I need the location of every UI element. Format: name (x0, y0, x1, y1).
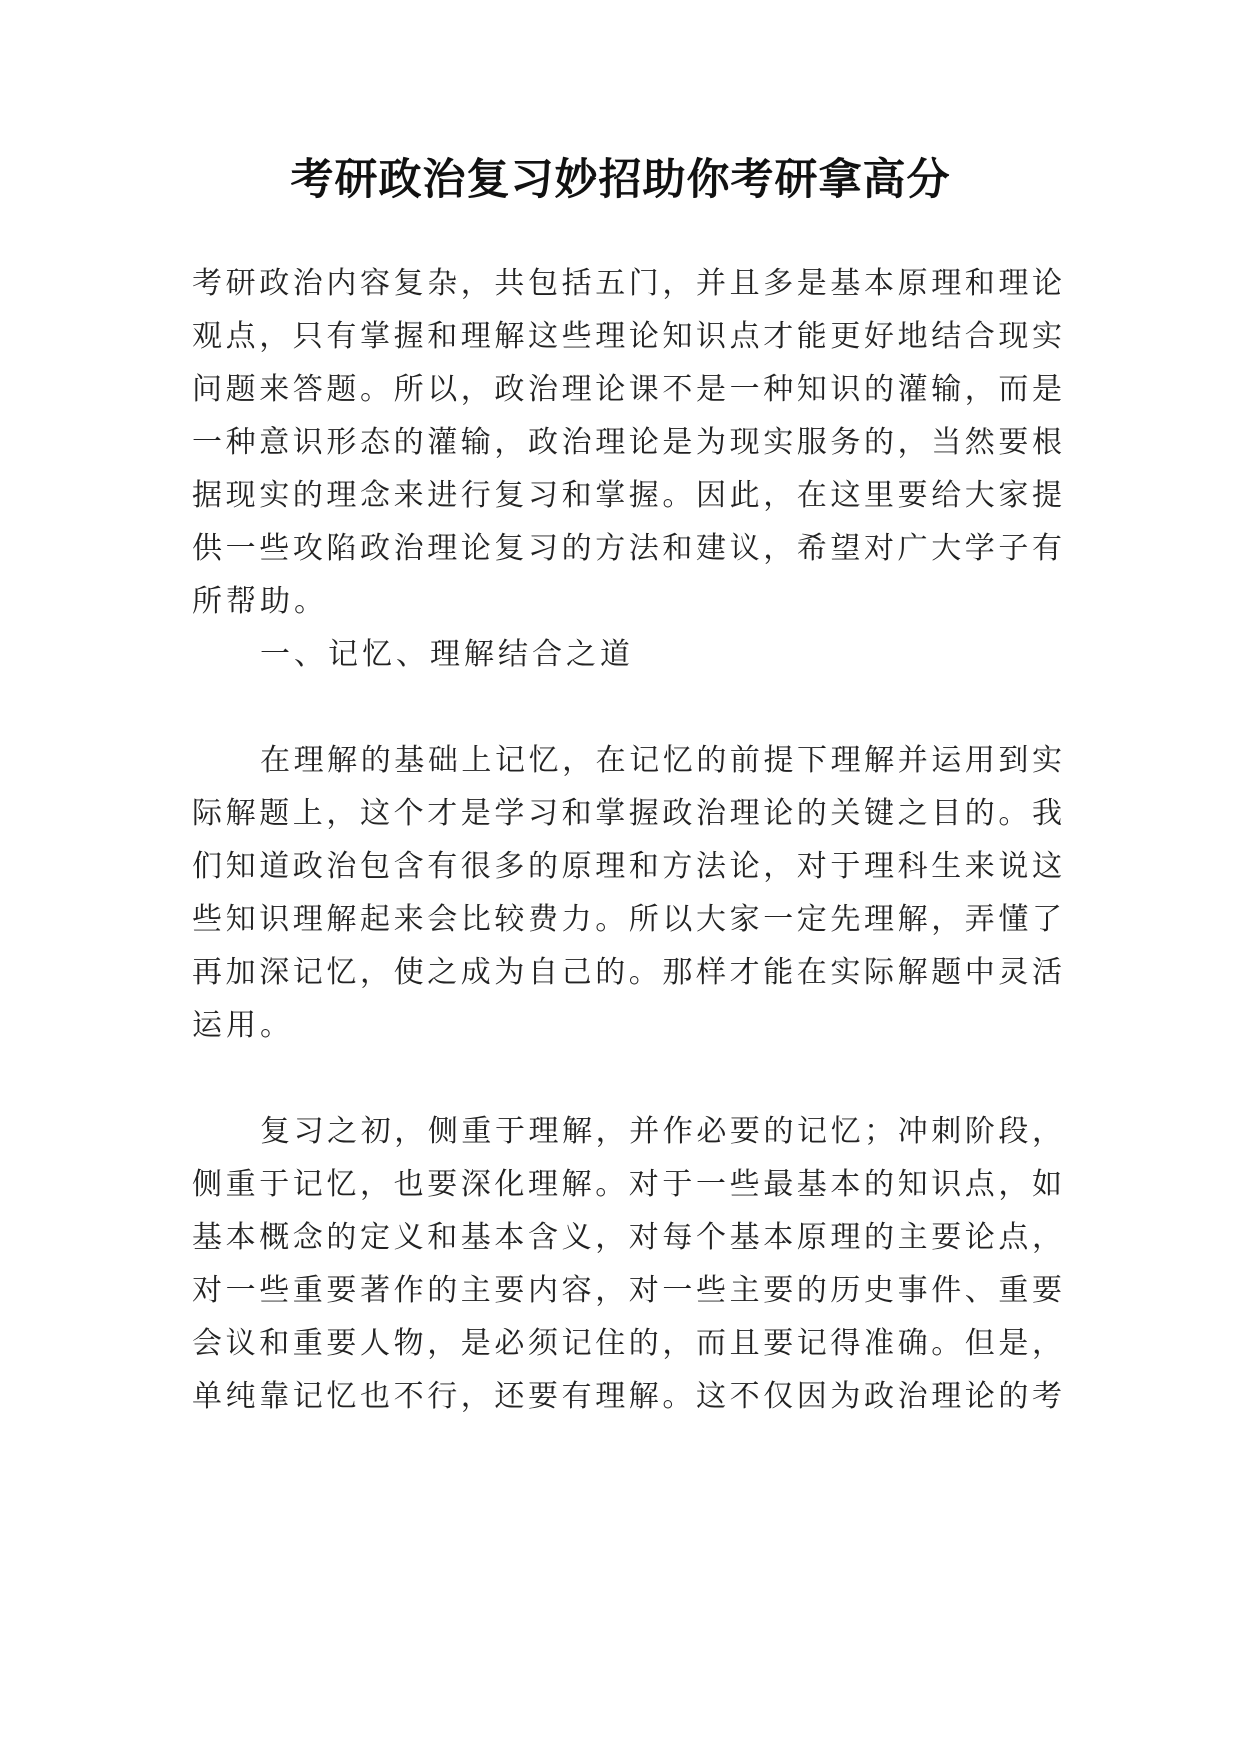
paragraph-2-line-6: 运用。 (192, 1008, 294, 1043)
paragraph-2-line-2: 际解题上，这个才是学习和掌握政治理论的关键之目的。我 (192, 796, 1062, 831)
paragraph-1-line-3: 问题来答题。所以，政治理论课不是一种知识的灌输，而是 (192, 372, 1062, 407)
paragraph-3-line-6: 单纯靠记忆也不行，还要有理解。这不仅因为政治理论的考 (192, 1379, 1062, 1414)
paragraph-2-line-4: 些知识理解起来会比较费力。所以大家一定先理解，弄懂了 (192, 902, 1062, 937)
paragraph-2-line-3: 们知道政治包含有很多的原理和方法论，对于理科生来说这 (192, 849, 1062, 884)
paragraph-3-line-4: 对一些重要著作的主要内容，对一些主要的历史事件、重要 (192, 1273, 1062, 1308)
paragraph-1-line-6: 供一些攻陷政治理论复习的方法和建议，希望对广大学子有 (192, 531, 1062, 566)
paragraph-1-line-1: 考研政治内容复杂，共包括五门，并且多是基本原理和理论 (192, 266, 1062, 301)
section-heading-1: 一、记忆、理解结合之道 (260, 637, 634, 672)
document-title: 考研政治复习妙招助你考研拿高分 (290, 155, 951, 205)
paragraph-3-line-2: 侧重于记忆，也要深化理解。对于一些最基本的知识点，如 (192, 1167, 1062, 1202)
paragraph-3-line-5: 会议和重要人物，是必须记住的，而且要记得准确。但是， (192, 1326, 1062, 1361)
paragraph-1-line-2: 观点，只有掌握和理解这些理论知识点才能更好地结合现实 (192, 319, 1062, 354)
paragraph-2-line-5: 再加深记忆，使之成为自己的。那样才能在实际解题中灵活 (192, 955, 1062, 990)
paragraph-1-line-4: 一种意识形态的灌输，政治理论是为现实服务的，当然要根 (192, 425, 1062, 460)
paragraph-3-line-3: 基本概念的定义和基本含义，对每个基本原理的主要论点， (192, 1220, 1062, 1255)
paragraph-1-line-5: 据现实的理念来进行复习和掌握。因此，在这里要给大家提 (192, 478, 1062, 513)
paragraph-2-line-1: 在理解的基础上记忆，在记忆的前提下理解并运用到实 (260, 743, 1062, 778)
paragraph-3-line-1: 复习之初，侧重于理解，并作必要的记忆；冲刺阶段， (260, 1114, 1062, 1149)
paragraph-1-line-7: 所帮助。 (192, 584, 328, 619)
